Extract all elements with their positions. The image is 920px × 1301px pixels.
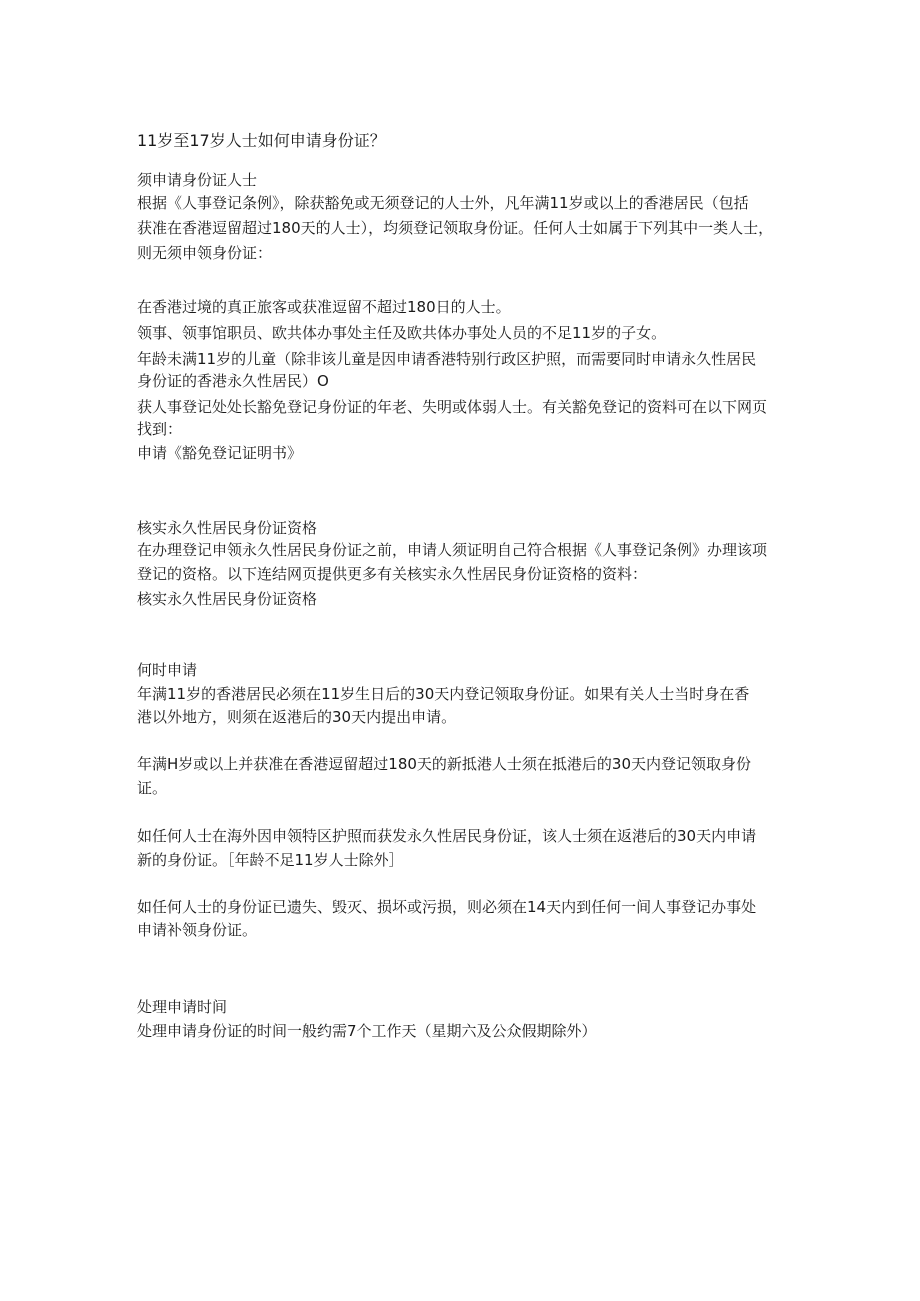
when-paragraph-line: 年满H岁或以上并获准在香港逗留超过180天的新抵港人士须在抵港后的30天内登记领取身份 (137, 755, 752, 773)
processing-line: 处理申请身份证的时间一般约需7个工作天（星期六及公众假期除外） (137, 1022, 597, 1040)
section-heading-processing: 处理申请时间 (137, 998, 228, 1016)
exemption-certificate-link[interactable]: 申请《豁免登记证明书》 (137, 444, 303, 462)
who-paragraph-line: 获准在香港逗留超过180天的人士），均须登记领取身份证。任何人士如属于下列其中一类人士， (137, 219, 774, 237)
who-paragraph-line: 则无须申领身份证： (137, 244, 273, 262)
verify-paragraph-line: 登记的资格。以下连结网页提供更多有关核实永久性居民身份证资格的资料： (137, 565, 648, 583)
when-paragraph-line: 新的身份证。［年龄不足11岁人士除外］ (137, 851, 404, 869)
exempt-item: 领事、领事馆职员、欧共体办事处主任及欧共体办事处人员的不足11岁的子女。 (137, 324, 667, 342)
page-title: 11岁至17岁人士如何申请身份证？ (137, 131, 386, 150)
when-paragraph-line: 港以外地方，则须在返港后的30天内提出申请。 (137, 708, 457, 726)
exempt-item: 在香港过境的真正旅客或获准逗留不超过180日的人士。 (137, 298, 511, 316)
when-paragraph-line: 如任何人士在海外因申领特区护照而获发永久性居民身份证，该人士须在返港后的30天内申请 (137, 827, 757, 845)
exempt-item-elderly: 找到： (137, 420, 183, 438)
section-heading-when: 何时申请 (137, 661, 198, 679)
section-heading-verify: 核实永久性居民身份证资格 (137, 519, 318, 537)
section-heading-who: 须申请身份证人士 (137, 171, 258, 189)
when-paragraph-line: 如任何人士的身份证已遗失、毁灭、损坏或污损，则必须在14天内到任何一间人事登记办事处 (137, 898, 757, 916)
exempt-item-child: 身份证的香港永久性居民）O (137, 372, 329, 390)
who-paragraph-line: 根据《人事登记条例》，除获豁免或无须登记的人士外，凡年满11岁或以上的香港居民（包括 (137, 194, 749, 212)
verify-paragraph-line: 在办理登记申领永久性居民身份证之前，申请人须证明自己符合根据《人事登记条例》办理该项 (137, 541, 768, 559)
verify-eligibility-link[interactable]: 核实永久性居民身份证资格 (137, 590, 318, 608)
when-paragraph-line: 申请补领身份证。 (137, 921, 258, 939)
exempt-item-child: 年龄未满11岁的儿童（除非该儿童是因申请香港特别行政区护照，而需要同时申请永久性居民 (137, 350, 757, 368)
exempt-item-elderly: 获人事登记处处长豁免登记身份证的年老、失明或体弱人士。有关豁免登记的资料可在以下网页 (137, 398, 768, 416)
when-paragraph-line: 证。 (137, 779, 168, 797)
when-paragraph-line: 年满11岁的香港居民必须在11岁生日后的30天内登记领取身份证。如果有关人士当时身在香 (137, 685, 750, 703)
